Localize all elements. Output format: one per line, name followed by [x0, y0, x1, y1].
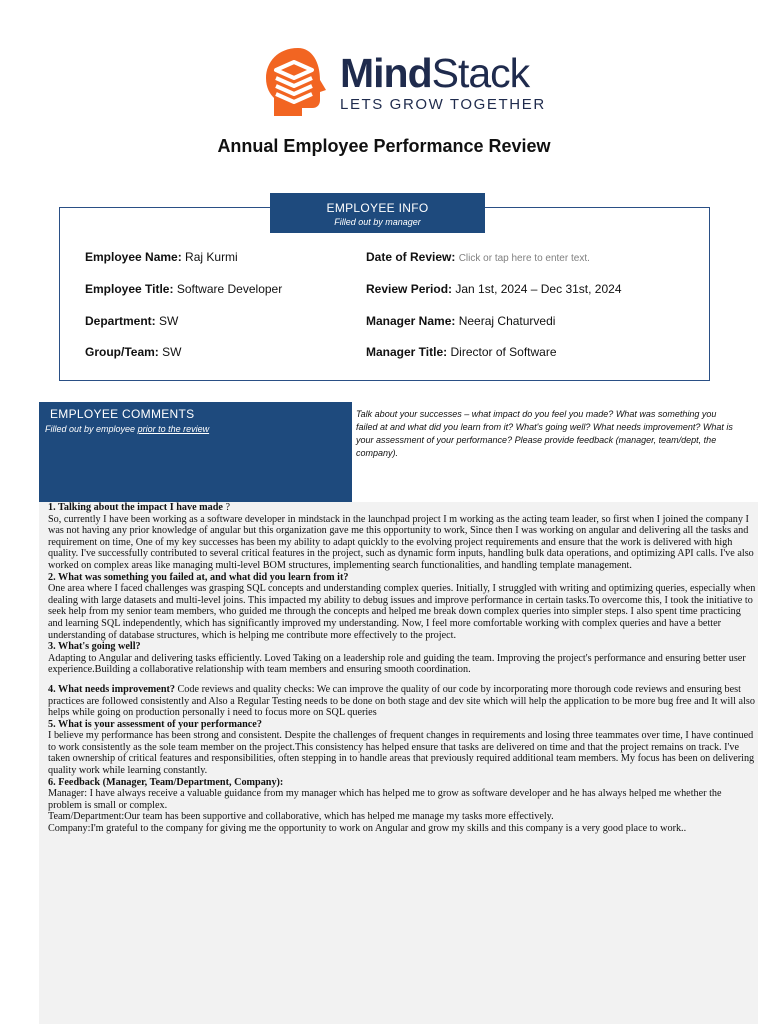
logo-tagline: LETS GROW TOGETHER: [340, 96, 546, 113]
question-3: 3. What's going well?: [48, 641, 141, 653]
question-2: 2. What was something you failed at, and what did you learn from it?: [48, 571, 349, 583]
answer-6-manager: Manager: I have always receive a valuable guidance from my manager which has helped me to grow as software developer and he has always helped me whether the problem is small or complex.: [48, 788, 722, 811]
question-4: 4. What needs improvement? Code reviews and quality checks: We can improve the quality of our code by incorporating more thorough code reviews and ensuring best practices are followed consistently and Also a Regular Testing needs to be done on both stage and dev site which will help the application to be more bug free and It will also helps while going on production personally i need to focus more on SQL queries: [48, 683, 755, 719]
employee-comments-title: EMPLOYEE COMMENTS: [50, 407, 195, 421]
question-1: 1. Talking about the impact I have made ?: [48, 502, 230, 513]
employee-title-field: Employee Title: Software Developer: [85, 282, 283, 296]
manager-name-field: Manager Name: Neeraj Chaturvedi: [366, 314, 556, 328]
department-field: Department: SW: [85, 314, 179, 328]
company-logo: [260, 44, 560, 118]
employee-info-subtitle: Filled out by manager: [334, 217, 421, 227]
employee-info-header: [270, 193, 485, 233]
page-title: Annual Employee Performance Review: [217, 136, 551, 156]
employee-comments-header: [39, 402, 352, 502]
answer-3: Adapting to Angular and delivering tasks efficiently. Loved Taking on a leadership role and guiding the team. Improving the project's performance and ensuring better user experience.Building a collaborative relationship with team members and ensuring smooth coordination.: [48, 652, 746, 676]
manager-title-field: Manager Title: Director of Software: [366, 345, 557, 359]
employee-comments-subtitle: Filled out by employee prior to the review: [45, 424, 210, 434]
review-period-field: Review Period: Jan 1st, 2024 – Dec 31st, 2024: [366, 282, 622, 296]
group-team-field: Group/Team: SW: [85, 345, 182, 359]
comments-body: [48, 502, 756, 835]
logo-wordmark: MindStack: [340, 50, 530, 96]
question-5: 5. What is your assessment of your performance?: [48, 718, 262, 730]
answer-6-team: Team/Department:Our team has been supportive and collaborative, which has helped me manage my tasks more effectively.: [48, 811, 554, 823]
comments-prompt: Talk about your successes – what impact do you feel you made? What was something you failed at and what did you learn from it? What's going well? What needs improvement? What is your assessment of your performance? Please provide feedback (manager, team/dept, the company).: [356, 409, 733, 458]
employee-name-field: Employee Name: Raj Kurmi: [85, 250, 238, 264]
prior-to-review-link[interactable]: prior to the review: [137, 424, 210, 434]
employee-info-title: EMPLOYEE INFO: [326, 201, 429, 215]
answer-2: One area where I faced challenges was grasping SQL concepts and understanding complex queries. Initially, I struggled with writing and optimizing queries, especially when dealing with large datasets and multi-level joins. This impacted my ability to debug issues and improve performance in certain tasks.To overcome this, I took the initiative to seek help from my senior team members, who guided me through the concepts and helped me break down complex queries into simpler steps. I also spent time practicing and learning SQL independently, which has significantly improved my understanding. Now, I feel more comfortable working with complex queries and have a better understanding of database structures, which is helping me contribute more effectively to the project.: [48, 583, 756, 641]
question-6: 6. Feedback (Manager, Team/Department, Company):: [48, 776, 284, 788]
head-books-logo-icon: [262, 46, 334, 118]
answer-1: So, currently I have been working as a software developer in mindstack in the launchpad project I m working as the acting team leader, so first when I joined the company I was not having any prior knowledge of angular but this organization gave me this opportunity to work, Since then I was working on angular and delivering all the tasks and requirement on time, One of my key successes has been my ability to adapt quickly to the evolving project requirements and ensure that the work is delivered with high quality. I've successfully contributed to several critical features in the project, such as dynamic form inputs, handling bulk data operations, and optimizing API calls. I've also worked on complex areas like managing multi-level BOM structures, implementing search functionalities, and handling template management.: [48, 513, 754, 571]
date-of-review-field[interactable]: Date of Review: Click or tap here to enter text.: [366, 250, 590, 264]
date-of-review-placeholder[interactable]: Click or tap here to enter text.: [458, 253, 590, 264]
answer-6-company: Company:I'm grateful to the company for giving me the opportunity to work on Angular and grow my skills and this company is a very good place to work..: [48, 823, 687, 835]
answer-5: I believe my performance has been strong and consistent. Despite the challenges of frequent changes in requirements and losing three teammates over time, I have continued to work consistently as the sole team member on the project.This consistency has helped ensure that tasks are delivered on time and that the project remains on track. I've taken ownership of critical features and responsibilities, often stepping in to handle areas that previously required additional team members. My focus has been on delivering quality work while learning constantly.: [48, 730, 755, 777]
